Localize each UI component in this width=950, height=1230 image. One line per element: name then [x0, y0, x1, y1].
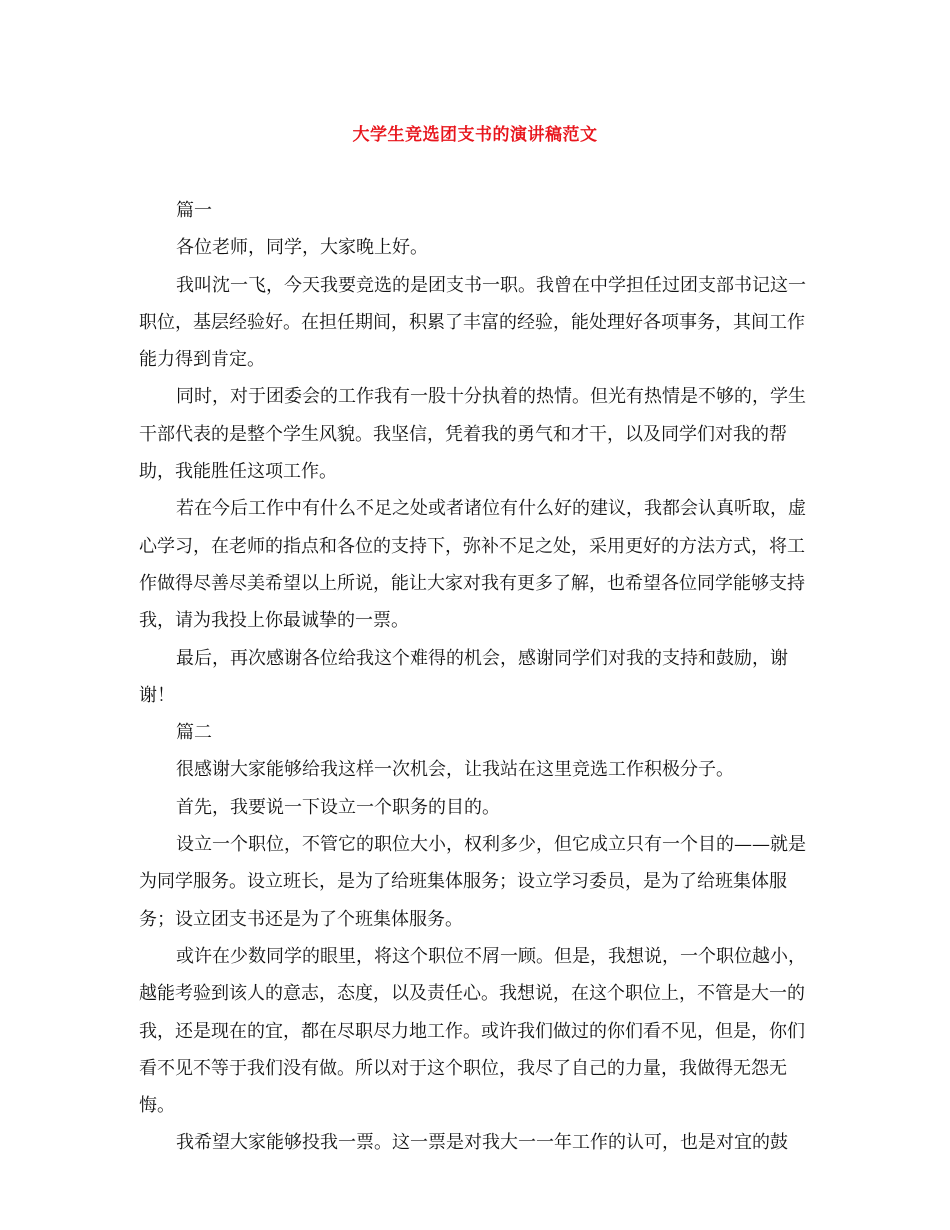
paragraph: 若在今后工作中有什么不足之处或者诸位有什么好的建议，我都会认真听取，虚心学习，在老师的指点和各位的支持下，弥补不足之处，采用更好的方法方式，将工作做得尽善尽美希望以上所说，能让大家对我有更多了解，也希望各位同学能够支持我，请为我投上你最诚挚的一票。 [139, 498, 806, 632]
section-heading: 篇一 [176, 200, 212, 221]
paragraph: 或许在少数同学的眼里，将这个职位不屑一顾。但是，我想说，一个职位越小，越能考验到该人的意志，态度，以及责任心。我想说，在这个职位上，不管是大一的我，还是现在的宜，都在尽职尽力地工作。或许我们做过的你们看不见，但是，你们看不见不等于我们没有做。所以对于这个职位，我尽了自己的力量，我做得无怨无悔。 [139, 945, 806, 1117]
paragraph: 各位老师，同学，大家晚上好。 [176, 237, 428, 259]
paragraph: 最后，再次感谢各位给我这个难得的机会，感谢同学们对我的支持和鼓励，谢谢！ [139, 647, 788, 706]
document-body [139, 192, 819, 1162]
paragraph: 同时，对于团委会的工作我有一股十分执着的热情。但光有热情是不够的，学生干部代表的是整个学生风貌。我坚信，凭着我的勇气和才干，以及同学们对我的帮助，我能胜任这项工作。 [139, 386, 806, 483]
document-title: 大学生竞选团支书的演讲稿范文 [352, 125, 598, 145]
paragraph: 设立一个职位，不管它的职位大小，权利多少，但它成立只有一个目的——就是为同学服务。设立班长，是为了给班集体服务；设立学习委员，是为了给班集体服务；设立团支书还是为了个班集体服务。 [139, 834, 806, 930]
paragraph: 首先，我要说一下设立一个职务的目的。 [176, 796, 500, 818]
paragraph: 很感谢大家能够给我这样一次机会，让我站在这里竞选工作积极分子。 [176, 759, 734, 781]
paragraph: 我希望大家能够投我一票。这一票是对我大一一年工作的认可，也是对宜的鼓 [176, 1132, 788, 1154]
section-heading: 篇二 [176, 722, 212, 744]
paragraph: 我叫沈一飞，今天我要竞选的是团支书一职。我曾在中学担任过团支部书记这一职位，基层经验好。在担任期间，积累了丰富的经验，能处理好各项事务，其间工作能力得到肯定。 [139, 274, 806, 371]
